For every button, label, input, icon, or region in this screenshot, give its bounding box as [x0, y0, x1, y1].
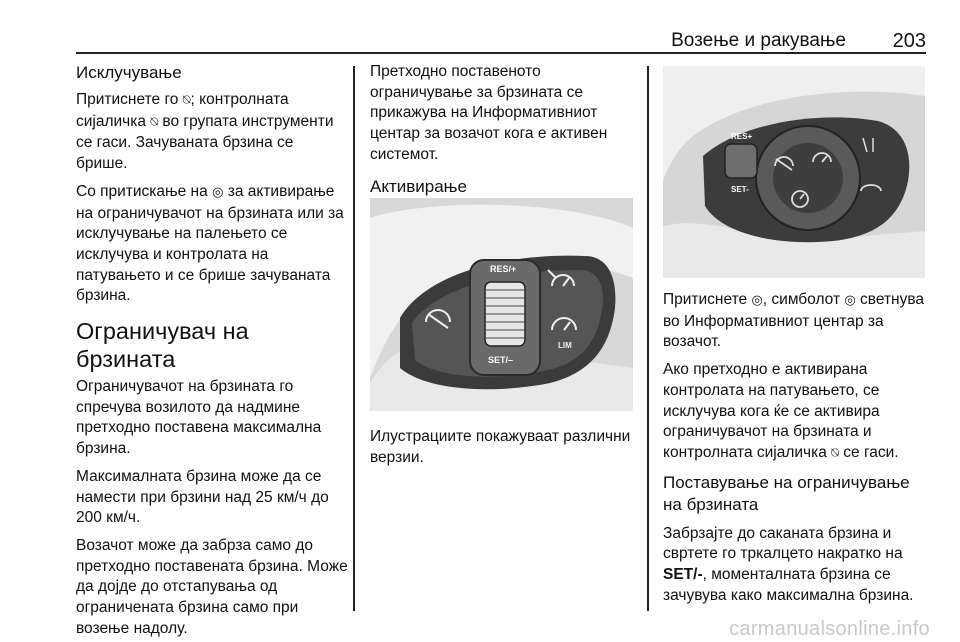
paragraph-limiter-3: Возачот може да забрза само до претходно поставената брзина. Може да дојде до отстапувања од ограничената брзина само при возење надолу.: [76, 536, 348, 637]
paragraph-cruise-off: Ако претходно е активирана контролата на патувањето, се исклучува кога ќе се активира ограничувачот на брзината и контролната сијаличка ⍉ се гаси.: [663, 361, 899, 461]
steering-wheel-illustration-2: [663, 66, 925, 278]
column-2: [370, 62, 640, 206]
heading-set-limit: Поставување на ограничување на брзината: [663, 472, 910, 514]
column-divider-1: [353, 66, 355, 611]
page-number: 203: [892, 30, 926, 52]
paragraph-limiter-1: Ограничувачот на брзината го спречува возилото да надмине претходно поставена максимална брзина.: [76, 378, 322, 458]
illustration-caption: Илустрациите покажуваат различни верзии.: [370, 428, 631, 466]
steering-wheel-illustration-1: [370, 198, 633, 411]
res-label: RES+: [731, 132, 753, 141]
section-title: Возење и ракување: [671, 30, 846, 51]
paragraph-press: Притиснете ◎, симболот ◎ светнува во Информативниот центар за возачот.: [663, 291, 925, 351]
speed-limiter-icon: ◎: [844, 293, 856, 308]
set-key: SET/-: [663, 566, 703, 584]
header-rule: [76, 52, 926, 54]
page-header: [76, 30, 926, 54]
steering-controls-drawing-1: [370, 198, 633, 411]
column-divider-2: [647, 66, 649, 611]
heading-speed-limiter: Ограничувач на брзината: [76, 318, 249, 373]
res-label: RES/+: [490, 264, 517, 274]
paragraph-limiter-2: Максималната брзина може да се намести при брзини над 25 км/ч до 200 км/ч.: [76, 467, 329, 527]
paragraph-set: Забрзајте до саканата брзина и свртете го тркалцето накратко на SET/-, моменталната брзина се зачувува како максимална брзина.: [663, 524, 914, 604]
set-label: SET/–: [488, 355, 514, 365]
watermark: carmanualsonline.info: [729, 618, 930, 640]
paragraph-disable-1: Притиснете го ⍉; контролната сијаличка ⍉ во групата инструменти се гаси. Зачуваната брзина се брише.: [76, 91, 334, 173]
heading-disable: Исклучување: [76, 63, 182, 82]
set-label: SET-: [731, 185, 749, 194]
lim-label: LIM: [558, 341, 572, 350]
thumbwheel: [485, 282, 525, 346]
column-1: [76, 62, 348, 642]
heading-activate: Активирање: [370, 176, 467, 196]
cruise-control-icon: ⍉: [150, 114, 159, 130]
paragraph-display: Претходно поставеното ограничување за брзината се прикажува на Информативниот центар за возачот кога е активен системот.: [370, 63, 608, 163]
thumbwheel: [725, 144, 757, 178]
column-3: [663, 290, 925, 613]
steering-controls-drawing-2: [663, 66, 925, 278]
cruise-control-icon: ⍉: [831, 445, 839, 461]
cruise-control-icon: ⍉: [182, 93, 191, 108]
speed-limiter-icon: ◎: [751, 293, 763, 308]
paragraph-disable-2: Со притискање на ◎ за активирање на ограничувачот на брзината или за исклучување на палењето се исклучува и контролата на патувањето и се брише зачуваната брзина.: [76, 182, 344, 305]
speed-limiter-icon: ◎: [212, 184, 224, 200]
